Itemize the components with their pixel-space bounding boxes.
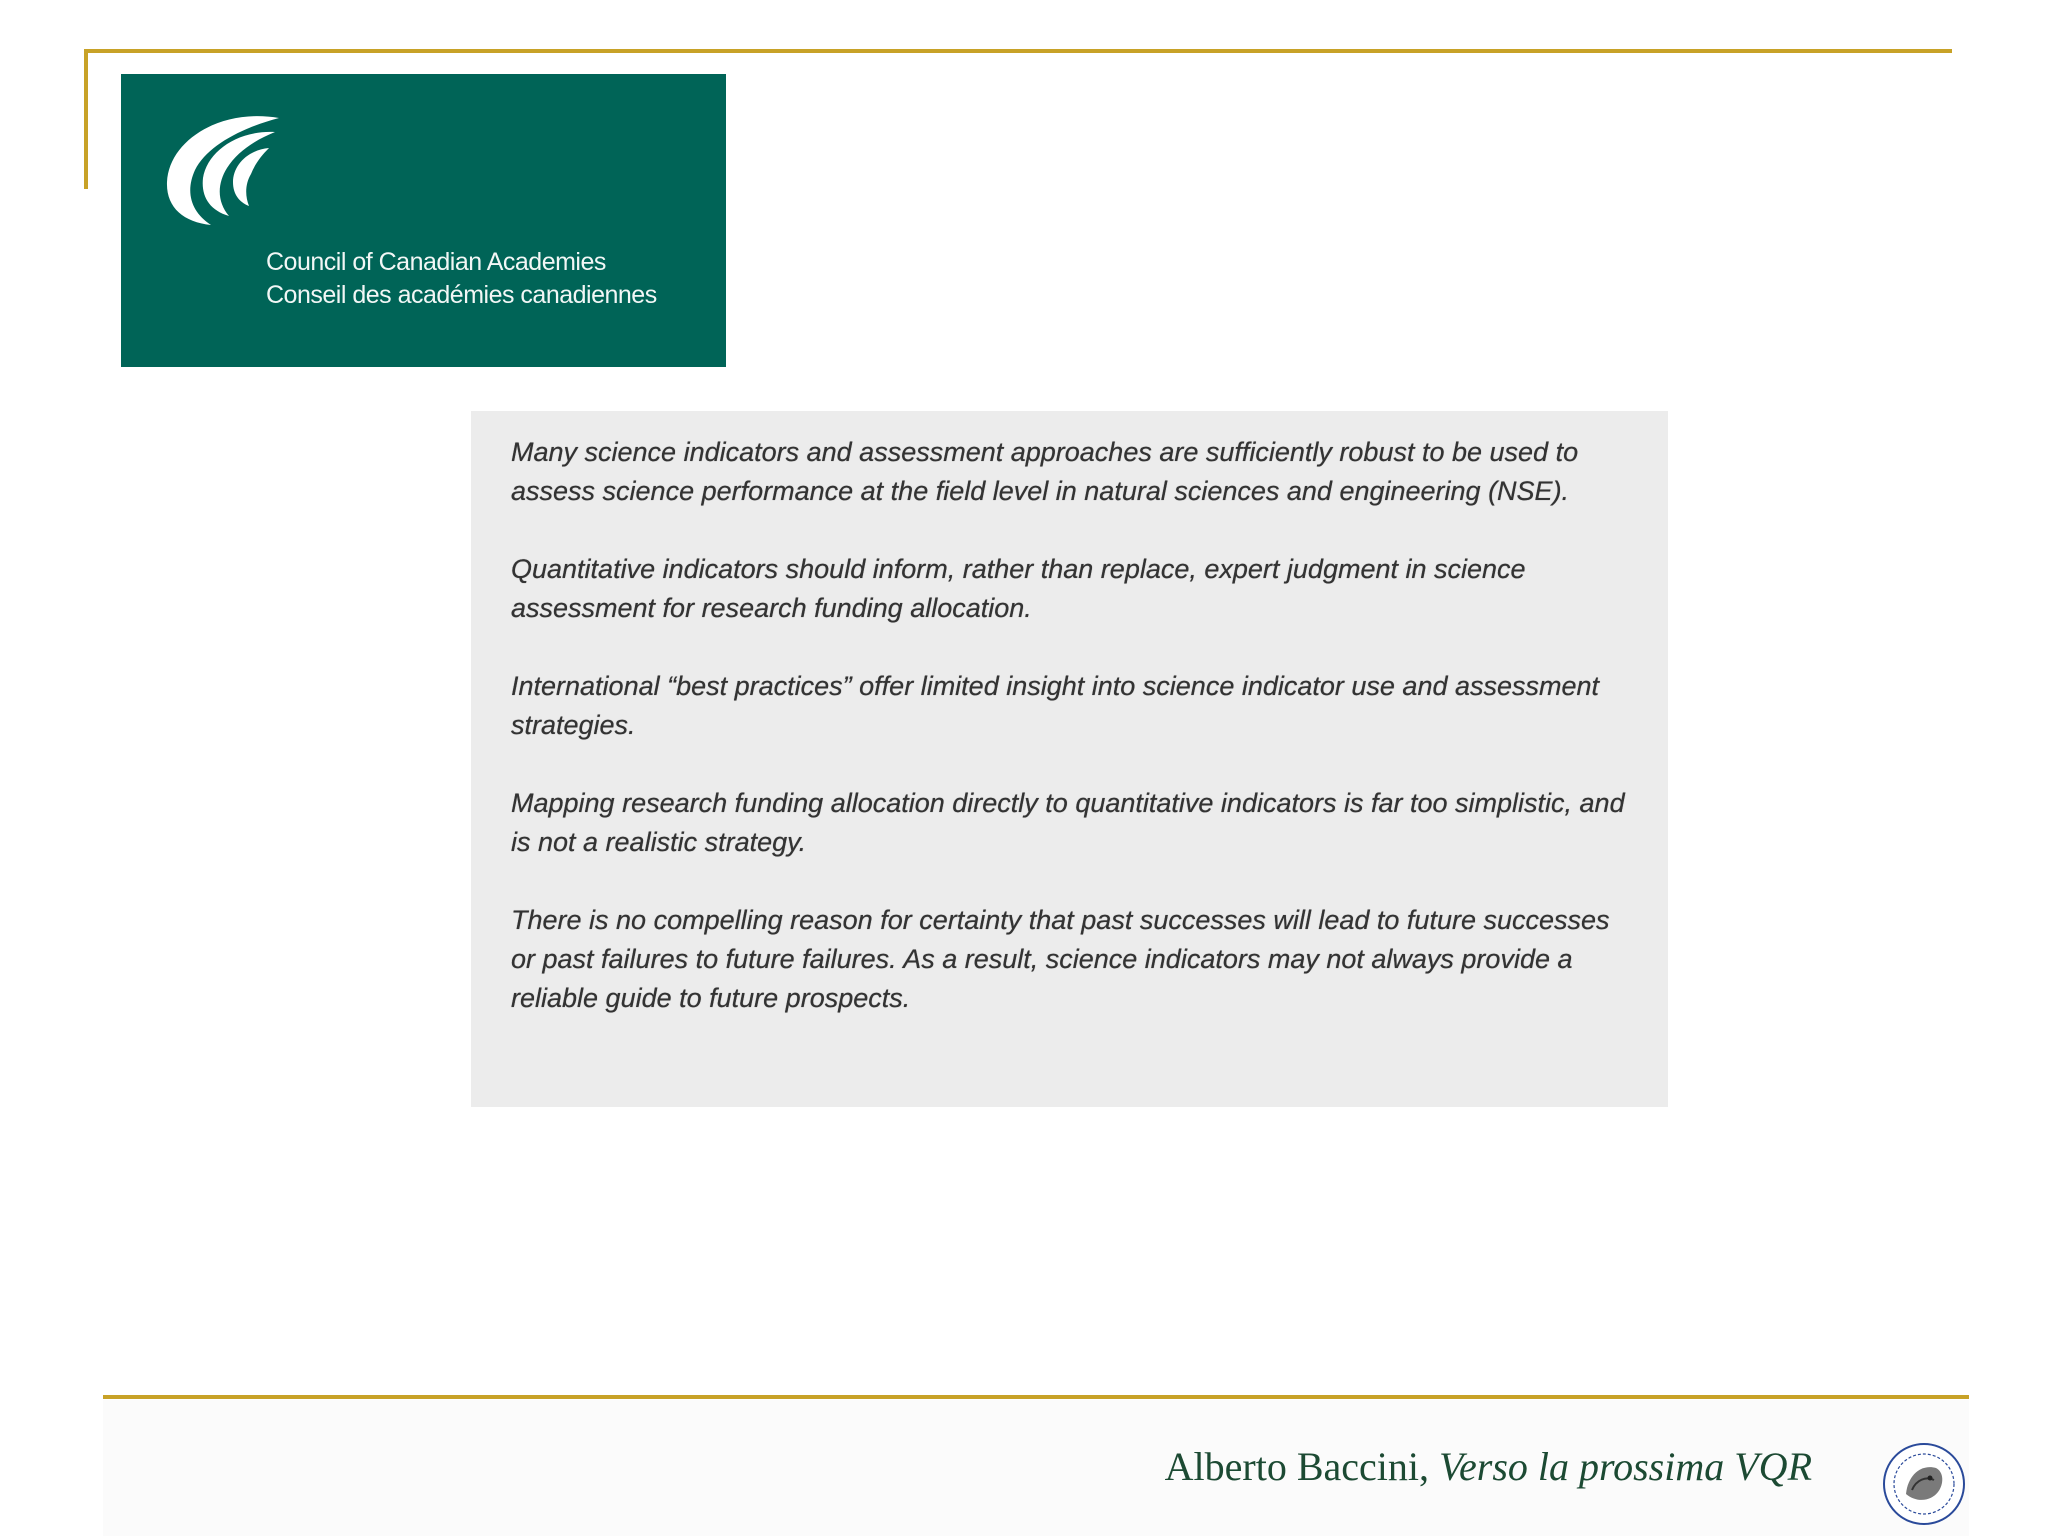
logo-line-french: Conseil des académies canadiennes xyxy=(266,281,657,309)
finding-text: Mapping research funding allocation directly to quantitative indicators is far too simplistic, and is not a realistic strategy. xyxy=(511,788,1625,857)
swoosh-logo-icon xyxy=(151,112,291,237)
footer-credit xyxy=(1165,1443,1812,1490)
finding-text: There is no compelling reason for certainty that past successes will lead to future successes or past failures to future failures. As a result, science indicators may not always provide a reliable guide to future prospects. xyxy=(511,905,1610,1013)
finding-text: Quantitative indicators should inform, rather than replace, expert judgment in science assessment for research funding allocation. xyxy=(511,554,1526,623)
footer-title: Verso la prossima VQR xyxy=(1439,1444,1812,1489)
bottom-rule xyxy=(103,1395,1969,1399)
top-rule xyxy=(84,49,1952,53)
finding-text: International “best practices” offer limited insight into science indicator use and assessment strategies. xyxy=(511,671,1600,740)
left-rule xyxy=(84,49,88,189)
cca-logo xyxy=(121,74,726,367)
seal-logo-icon xyxy=(1878,1438,1970,1530)
logo-line-english: Council of Canadian Academies xyxy=(266,248,606,276)
footer-author: Alberto Baccini, xyxy=(1164,1444,1430,1489)
logo-wordmark xyxy=(266,246,657,312)
finding-text: Many science indicators and assessment approaches are sufficiently robust to be used to assess science performance at the field level in natural sciences and engineering (NSE). xyxy=(511,437,1579,506)
findings-box xyxy=(471,411,1668,1107)
